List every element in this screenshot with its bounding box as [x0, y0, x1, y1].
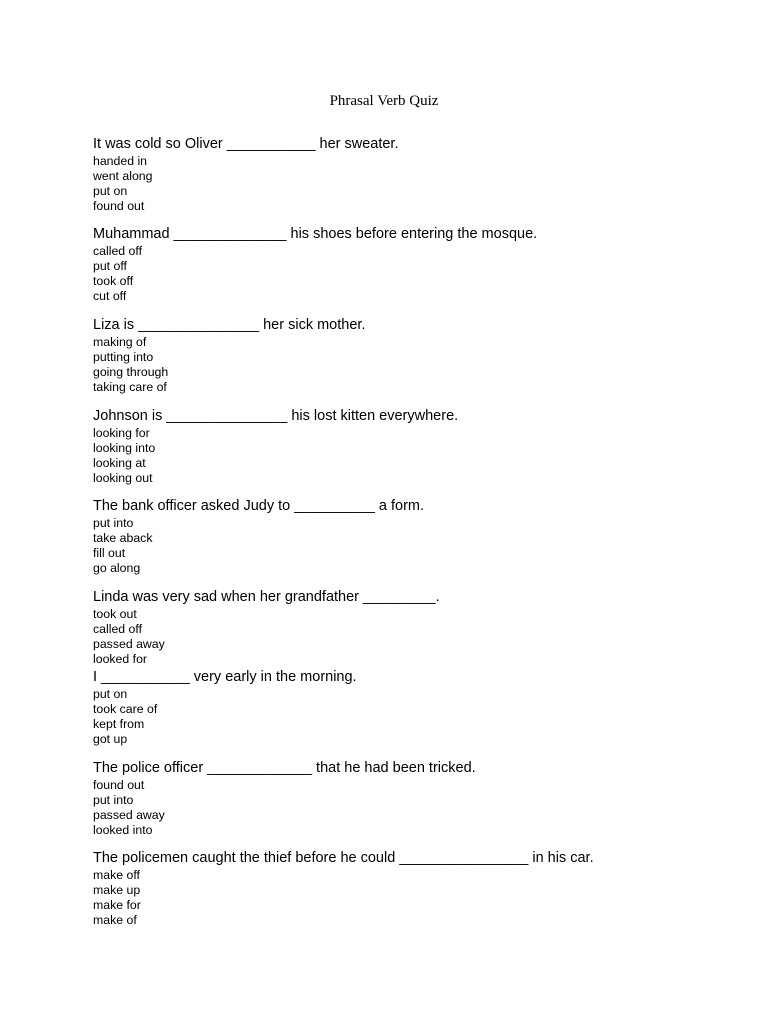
- answer-option: looking out: [93, 471, 153, 485]
- answer-option: put on: [93, 687, 128, 701]
- question-prompt: I ___________ very early in the morning.: [93, 669, 357, 685]
- answer-option: looking for: [93, 426, 150, 440]
- question-5: [93, 498, 424, 576]
- question-8: [93, 760, 476, 838]
- question-9: [93, 850, 594, 928]
- answer-option: kept from: [93, 717, 145, 731]
- answer-option: took off: [93, 274, 134, 288]
- answer-option: looking at: [93, 456, 146, 470]
- answer-option: put on: [93, 184, 128, 198]
- answer-option: put into: [93, 793, 134, 807]
- page-title: Phrasal Verb Quiz: [329, 93, 439, 109]
- question-6: [93, 589, 440, 667]
- answer-option: got up: [93, 732, 128, 746]
- answer-option: make of: [93, 913, 137, 927]
- answer-option: taking care of: [93, 380, 167, 394]
- answer-option: making of: [93, 335, 147, 349]
- question-prompt: Johnson is _______________ his lost kitten everywhere.: [93, 408, 459, 424]
- answer-options: [93, 244, 537, 304]
- answer-option: going through: [93, 365, 169, 379]
- answer-option: looking into: [93, 441, 156, 455]
- answer-option: took out: [93, 607, 137, 621]
- answer-options: [93, 687, 357, 747]
- answer-option: take aback: [93, 531, 153, 545]
- question-1: [93, 136, 398, 214]
- answer-option: went along: [93, 169, 153, 183]
- question-prompt: Liza is _______________ her sick mother.: [93, 317, 366, 333]
- question-prompt: The policemen caught the thief before he could ________________ in his car.: [93, 850, 594, 866]
- question-4: [93, 408, 458, 486]
- question-prompt: Linda was very sad when her grandfather _________.: [93, 589, 440, 605]
- answer-options: [93, 516, 424, 576]
- question-2: [93, 226, 537, 304]
- answer-option: handed in: [93, 154, 148, 168]
- question-prompt: The police officer _____________ that he had been tricked.: [93, 760, 476, 776]
- question-prompt: It was cold so Oliver ___________ her sweater.: [93, 136, 399, 152]
- answer-option: go along: [93, 561, 141, 575]
- answer-options: [93, 868, 594, 928]
- answer-option: cut off: [93, 289, 127, 303]
- question-prompt: The bank officer asked Judy to __________ a form.: [93, 498, 425, 514]
- answer-option: looked into: [93, 823, 153, 837]
- question-prompt: Muhammad ______________ his shoes before entering the mosque.: [93, 226, 538, 242]
- answer-option: make off: [93, 868, 140, 882]
- answer-option: passed away: [93, 637, 165, 651]
- answer-option: called off: [93, 622, 142, 636]
- answer-option: put into: [93, 516, 134, 530]
- answer-option: putting into: [93, 350, 154, 364]
- answer-option: put off: [93, 259, 127, 273]
- answer-options: [93, 335, 365, 395]
- question-7: [93, 669, 357, 747]
- answer-option: looked for: [93, 652, 148, 666]
- answer-option: found out: [93, 199, 145, 213]
- answer-options: [93, 154, 398, 214]
- answer-options: [93, 778, 476, 838]
- answer-options: [93, 426, 458, 486]
- answer-option: passed away: [93, 808, 165, 822]
- answer-options: [93, 607, 440, 667]
- question-3: [93, 317, 365, 395]
- answer-option: called off: [93, 244, 142, 258]
- answer-option: found out: [93, 778, 145, 792]
- answer-option: fill out: [93, 546, 126, 560]
- answer-option: took care of: [93, 702, 158, 716]
- answer-option: make for: [93, 898, 141, 912]
- answer-option: make up: [93, 883, 141, 897]
